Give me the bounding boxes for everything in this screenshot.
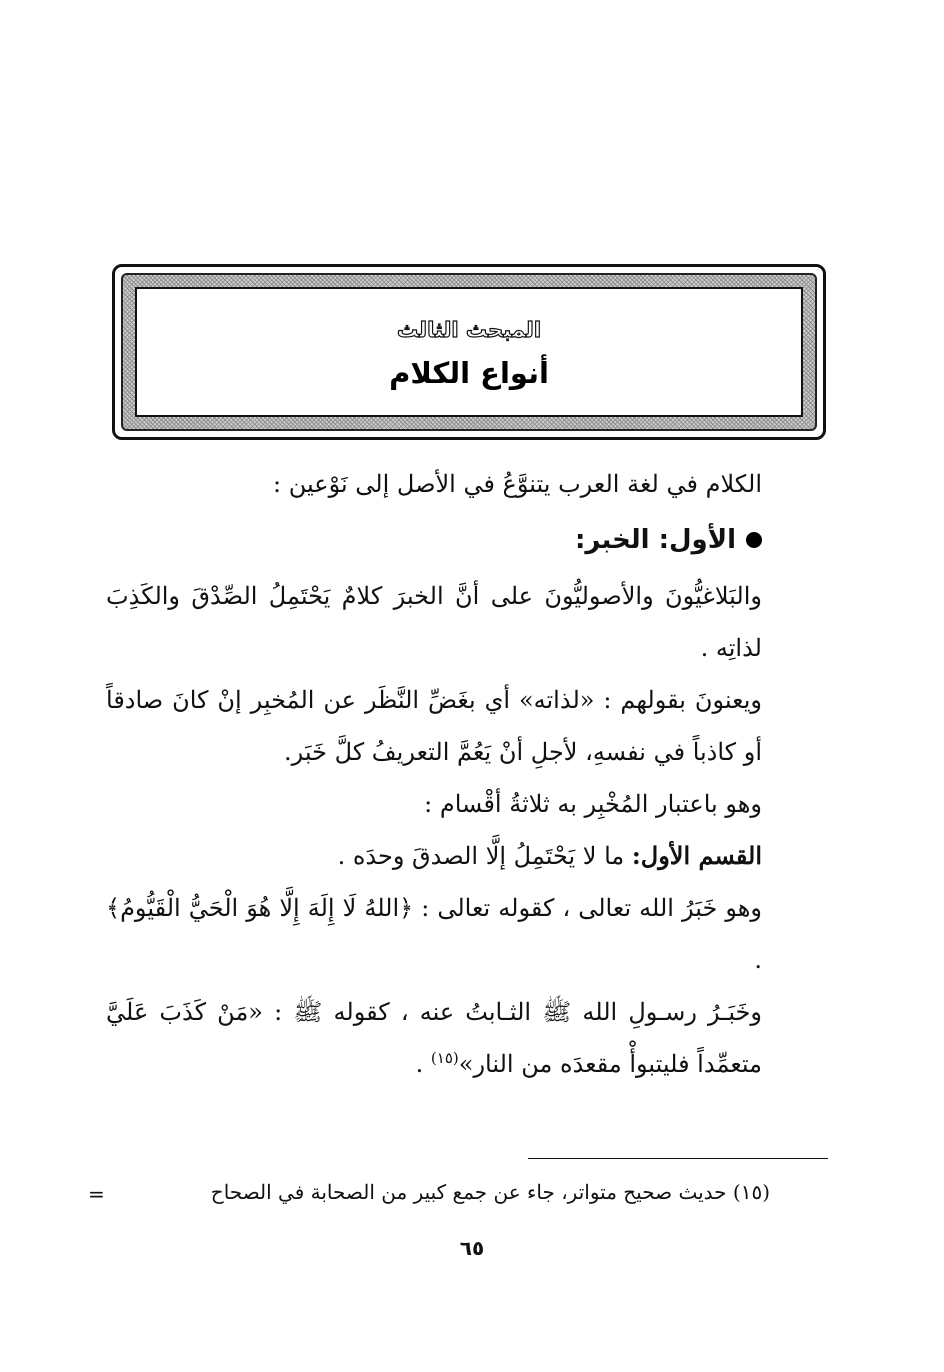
decorative-border bbox=[121, 273, 817, 431]
section-title-frame bbox=[112, 264, 826, 440]
paragraph-hadith-example bbox=[106, 986, 762, 1090]
footnote-continuation-mark: = bbox=[88, 1182, 105, 1206]
subheading-text: الأول: الخبر: bbox=[574, 525, 736, 555]
footnote-reference[interactable]: (١٥) bbox=[430, 1049, 459, 1067]
paragraph-quran-example: وهو خَبَرُ الله تعالى ، كقوله تعالى : ﴿اللهُ لَا إِلَهَ إِلَّا هُوَ الْحَيُّ الْقَيُّومُ﴾ . bbox=[106, 894, 762, 974]
subheading-first bbox=[106, 510, 762, 570]
page-number: ٦٥ bbox=[459, 1236, 485, 1260]
paragraph-meaning: ويعنونَ بقولهم : «لذاته» أي بغَضِّ النَّظَر عن المُخبِر إنْ كانَ صادقاً أو كاذباً في نفسهِ، لأجلِ أنْ يَعُمَّ التعريفُ كلَّ خَبَر. bbox=[106, 686, 762, 766]
paragraph-divisions: وهو باعتبار المُخْبِر به ثلاثةُ أقْسام : bbox=[424, 790, 762, 818]
paragraph-first-division bbox=[106, 830, 762, 882]
hadith-end: . bbox=[415, 1050, 431, 1078]
section-title: أنواع الكلام bbox=[389, 356, 549, 390]
paragraph-definition: والبَلاغيُّونَ والأصوليُّونَ على أنَّ الخبرَ كلامٌ يَحْتَمِلُ الصِّدْقَ والكَذِبَ لذاتِه . bbox=[106, 582, 762, 662]
division-term: القسم الأول: bbox=[631, 841, 762, 870]
title-box bbox=[135, 287, 803, 417]
bullet-icon bbox=[746, 532, 762, 548]
hadith-text: وخَبَـرُ رسـولِ الله ﷺ الثـابتُ عنه ، كقوله ﷺ : «مَنْ كَذَبَ عَلَيَّ متعمِّداً فليتبوأْ مقعدَه من النار» bbox=[106, 998, 762, 1078]
body-text bbox=[106, 458, 762, 1090]
section-label: المبحث الثالث bbox=[396, 318, 542, 342]
footnote: (١٥) حديث صحيح متواتر، جاء عن جمع كبير من الصحابة في الصحاح bbox=[210, 1180, 770, 1204]
footnote-divider bbox=[528, 1158, 828, 1159]
intro-paragraph: الكلام في لغة العرب يتنوَّعُ في الأصل إلى نَوْعين : bbox=[273, 470, 762, 498]
division-text: ما لا يَحْتَمِلُ إلَّا الصدقَ وحدَه . bbox=[337, 842, 632, 870]
